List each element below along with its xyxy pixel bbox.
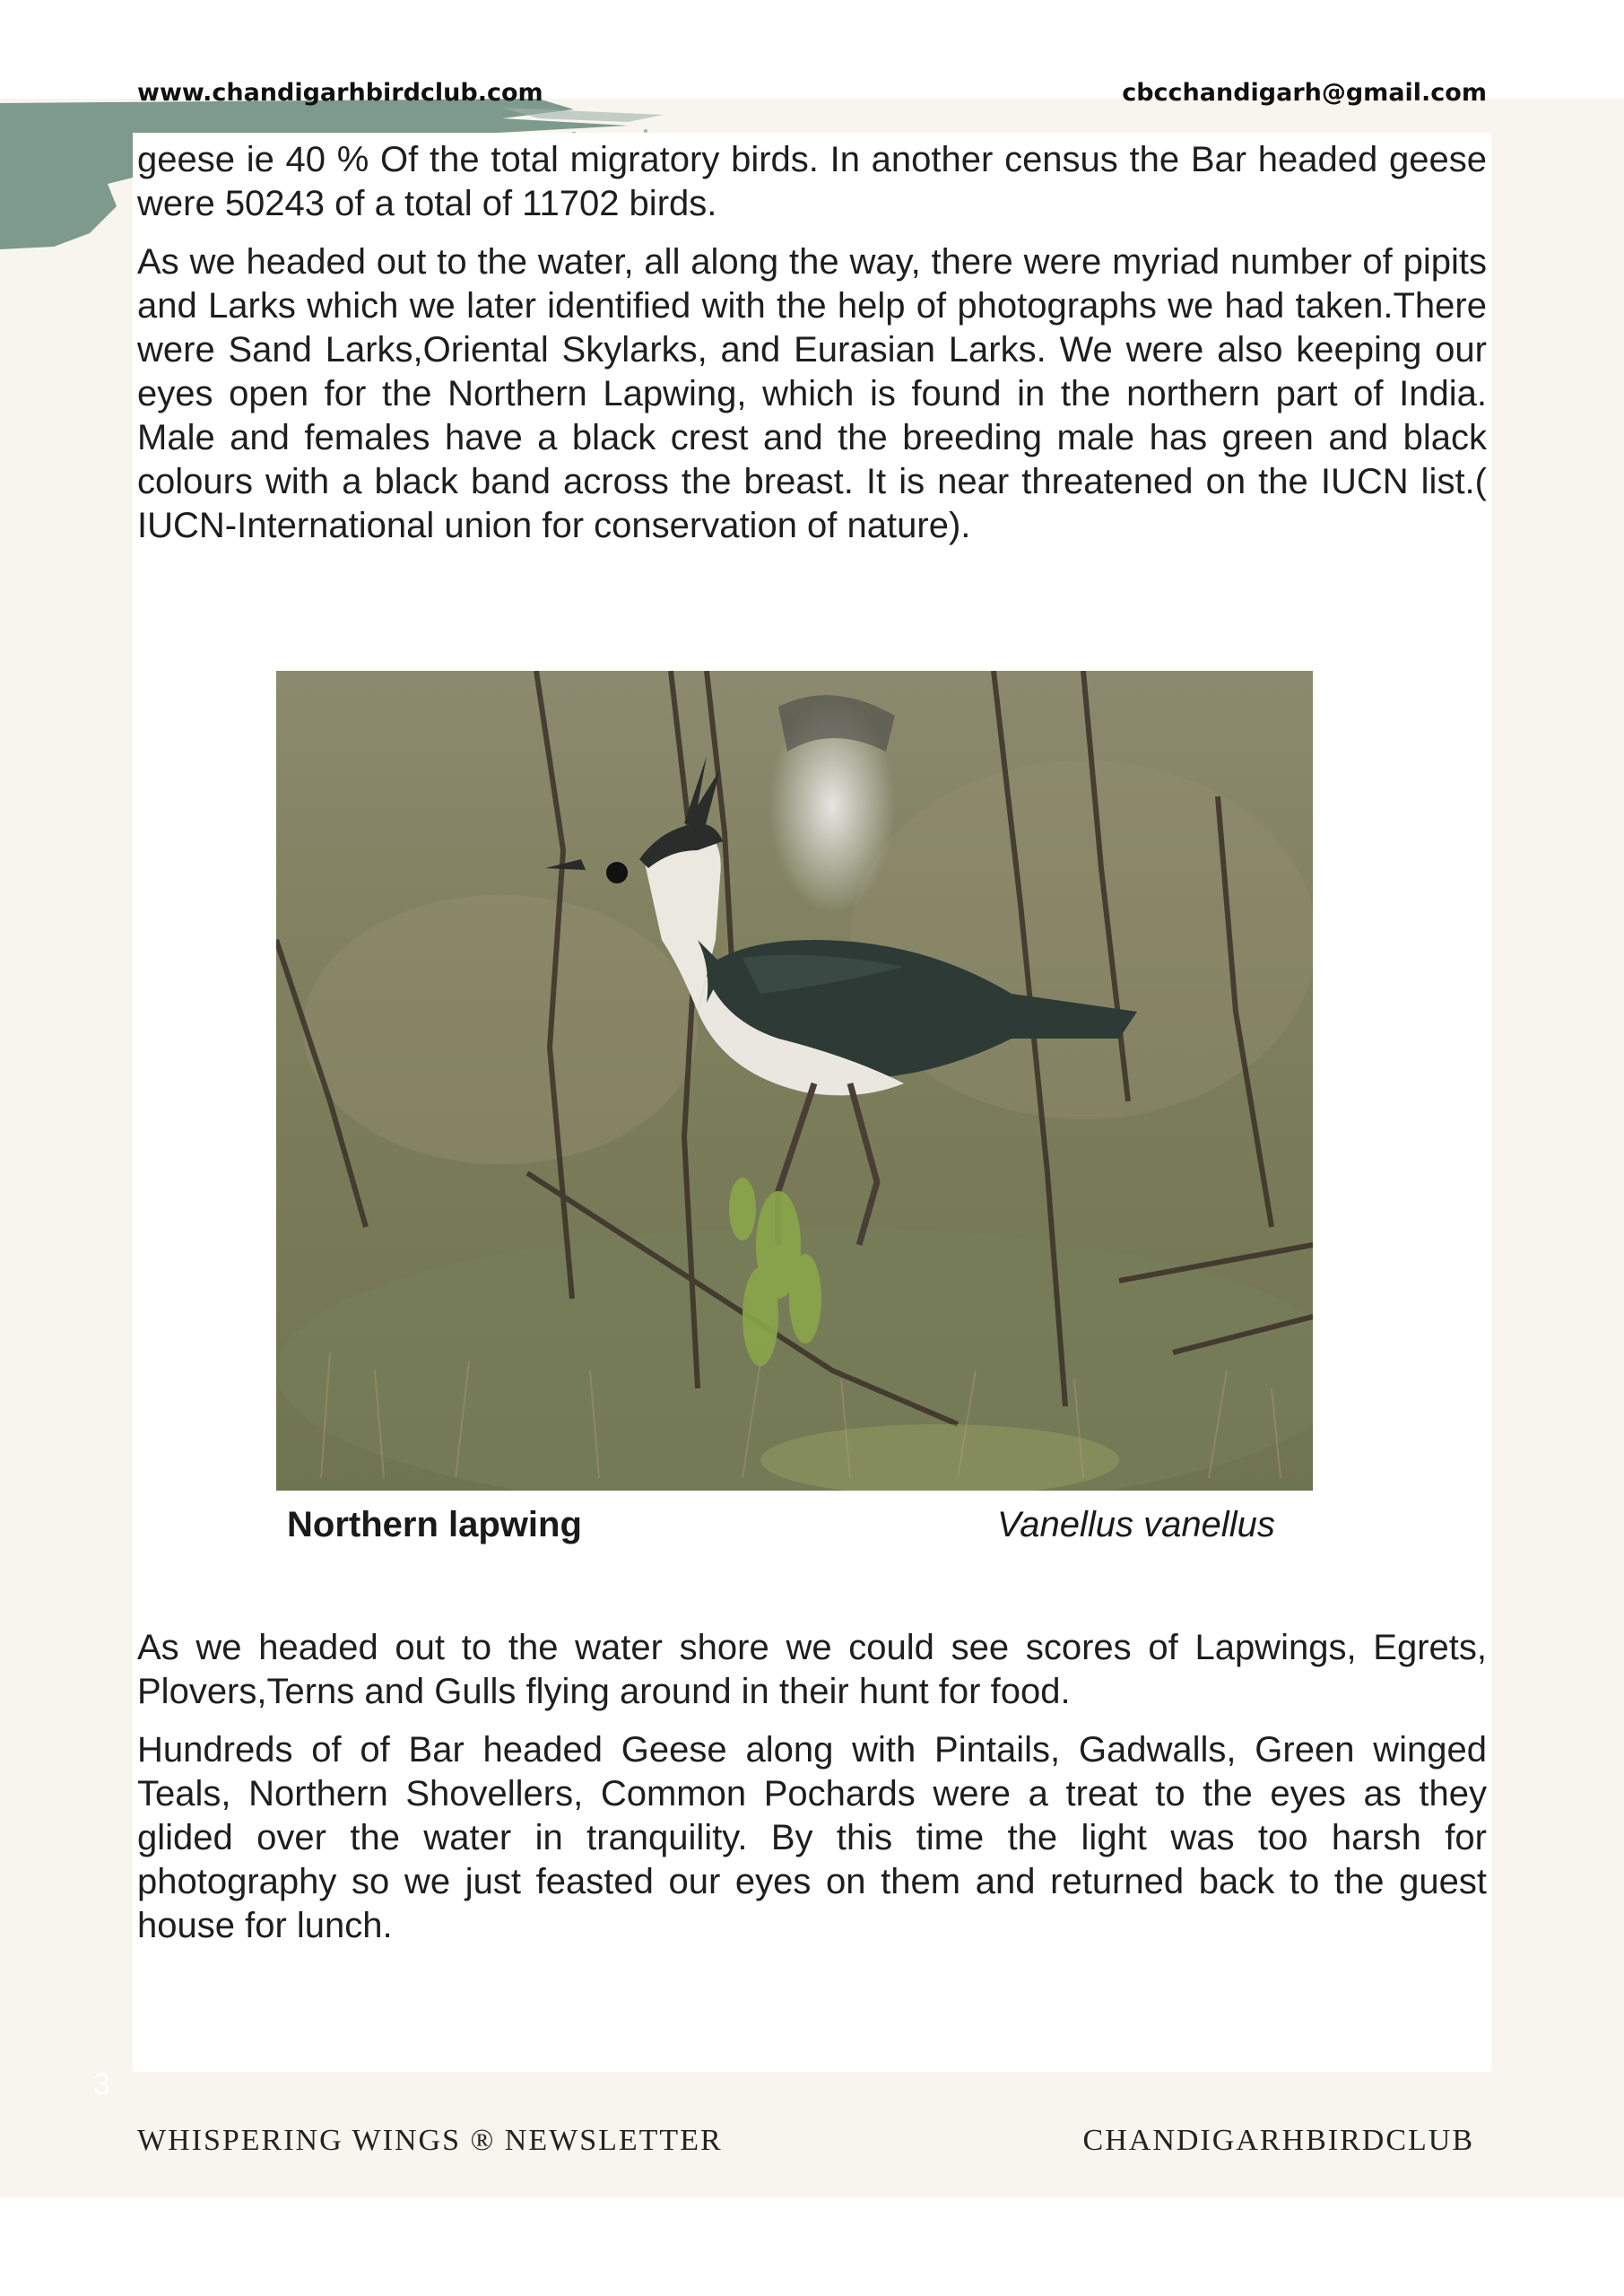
page-number: 3 xyxy=(93,2067,110,2101)
email-link[interactable]: cbcchandigarh@gmail.com xyxy=(1122,79,1487,107)
article-content xyxy=(133,133,1491,2072)
caption-scientific-name: Vanellus vanellus xyxy=(997,1505,1275,1544)
footer-club: CHANDIGARHBIRDCLUB xyxy=(1082,2124,1474,2157)
lapwing-illustration xyxy=(276,671,1313,1491)
northern-lapwing-photo xyxy=(276,671,1313,1491)
website-link[interactable]: www.chandigarhbirdclub.com xyxy=(137,79,543,107)
paragraph-census: geese ie 40 % Of the total migratory birds. In another census the Bar headed geese were 50243 of a total of 11702 birds. xyxy=(137,140,1487,223)
paragraph-water-shore: As we headed out to the water shore we could see scores of Lapwings, Egrets, Plovers,Terns and Gulls flying around in their hunt for food. xyxy=(137,1628,1487,1711)
footer-newsletter: WHISPERING WINGS ® NEWSLETTER xyxy=(137,2124,723,2157)
caption-common-name: Northern lapwing xyxy=(287,1505,582,1544)
paragraph-geese: Hundreds of of Bar headed Geese along with Pintails, Gadwalls, Green winged Teals, Northern Shovellers, Common Pochards were a treat to the eyes as they glided over the water in tranquility. By this time the light was too harsh for photography so we just feasted our eyes on them and returned back to the guest house for lunch. xyxy=(137,1730,1487,1945)
paragraph-larks: As we headed out to the water, all along the way, there were myriad number of pipits and Larks which we later identified with the help of photographs we had taken.There were Sand Larks,Oriental Skylarks, and Eurasian Larks. We were also keeping our eyes open for the Northern Lapwing, which is found in the northern part of India. Male and females have a black crest and the breeding male has green and black colours with a black band across the breast. It is near threatened on the IUCN list.( IUCN-International union for conservation of nature). xyxy=(137,242,1487,545)
